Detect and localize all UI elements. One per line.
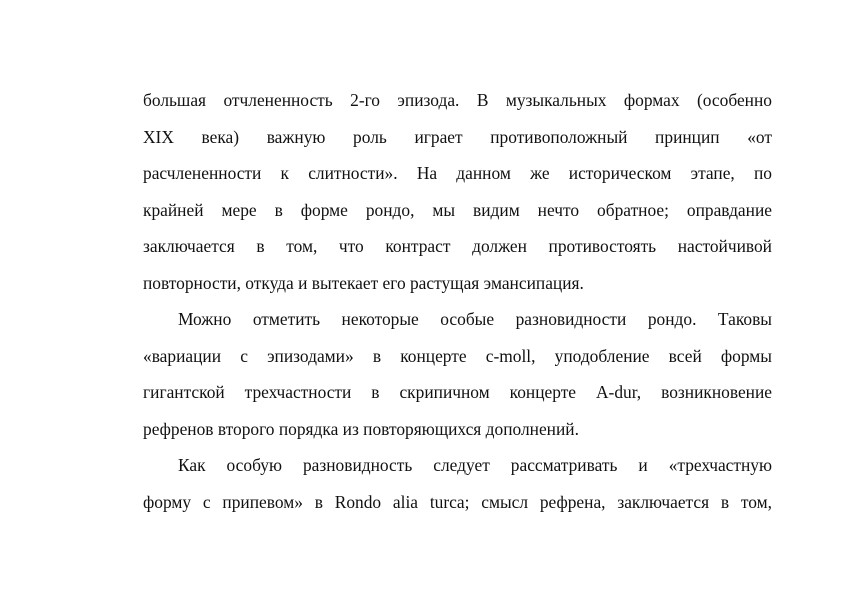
text-line: Как особую разновидность следует рассматривать и «трехчастную: [178, 455, 772, 475]
text-line: «вариации с эпизодами» в концерте c-moll, уподобление всей формы: [143, 345, 772, 366]
body-text: [143, 82, 772, 520]
text-line: форму с припевом» в Rondo alia turca; смысл рефрена, заключается в том,: [143, 491, 772, 512]
text-line: гигантской трехчастности в скрипичном концерте A-dur, возникновение: [143, 382, 772, 402]
text-line: расчлененности к слитности». На данном же историческом этапе, по: [143, 163, 772, 183]
paragraph-1: [143, 82, 772, 301]
text-line: рефренов второго порядка из повторяющихся дополнений.: [143, 418, 579, 439]
text-line: Можно отметить некоторые особые разновидности рондо. Таковы: [178, 309, 772, 329]
text-line: повторности, откуда и вытекает его растущая эмансипация.: [143, 272, 584, 293]
paragraph-2: [143, 301, 772, 447]
text-line: XIX века) важную роль играет противоположный принцип «от: [143, 126, 772, 147]
text-line: большая отчлененность 2-го эпизода. В музыкальных формах (особенно: [143, 90, 772, 110]
text-line: заключается в том, что контраст должен противостоять настойчивой: [143, 236, 772, 256]
text-line: крайней мере в форме рондо, мы видим нечто обратное; оправдание: [143, 199, 772, 220]
paragraph-3: [143, 447, 772, 520]
